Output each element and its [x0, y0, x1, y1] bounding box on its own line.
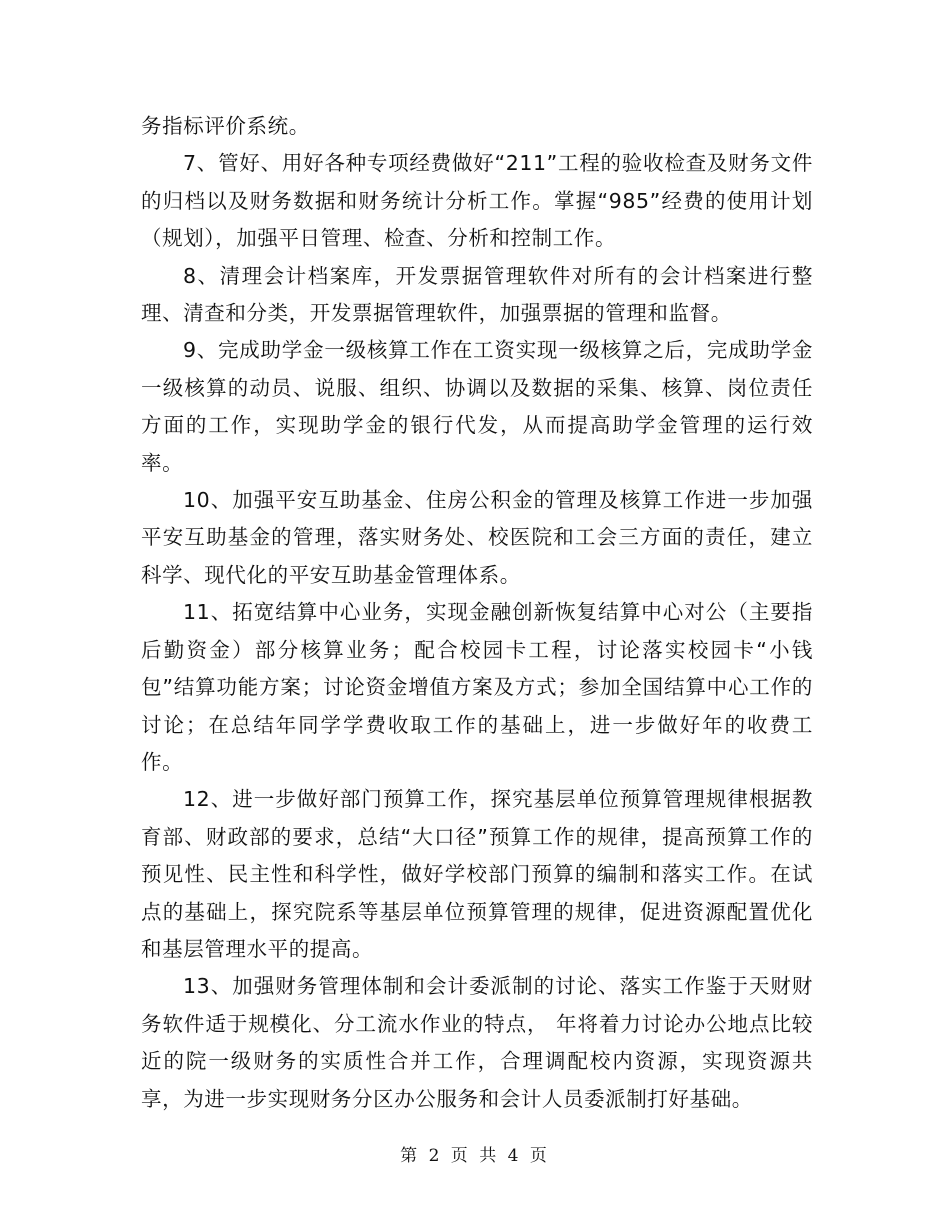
paragraph-item-10: 10、加强平安互助基金、住房公积金的管理及核算工作进一步加强平安互助基金的管理，落实财务处、校医院和工会三方面的责任，建立科学、现代化的平安互助基金管理体系。	[141, 488, 813, 587]
paragraph-item-8: 8、清理会计档案库，开发票据管理软件对所有的会计档案进行整理、清查和分类，开发票据管理软件，加强票据的管理和监督。	[141, 263, 813, 326]
paragraph-continuation: 务指标评价系统。	[141, 114, 310, 138]
paragraph-item-7: 7、管好、用好各种专项经费做好“211”工程的验收检查及财务文件的归档以及财务数据和财务统计分析工作。掌握“985”经费的使用计划（规划），加强平日管理、检查、分析和控制工作。	[141, 151, 813, 251]
paragraph-item-13: 13、加强财务管理体制和会计委派制的讨论、落实工作鉴于天财财务软件适于规模化、分工流水作业的特点， 年将着力讨论办公地点比较近的院一级财务的实质性合并工作，合理调配校内资源，实现资源共享，为进一步实现财务分区办公服务和会计人员委派制打好基础。	[141, 974, 813, 1111]
paragraph-item-12: 12、进一步做好部门预算工作，探究基层单位预算管理规律根据教育部、财政部的要求，总结“大口径”预算工作的规律，提高预算工作的预见性、民主性和科学性，做好学校部门预算的编制和落实工作。在试点的基础上，探究院系等基层单位预算管理的规律，促进资源配置优化和基层管理水平的提高。	[141, 787, 813, 961]
paragraph-item-11: 11、拓宽结算中心业务，实现金融创新恢复结算中心对公（主要指后勤资金）部分核算业务；配合校园卡工程，讨论落实校园卡“小钱包”结算功能方案；讨论资金增值方案及方式；参加全国结算中心工作的讨论；在总结年同学学费收取工作的基础上，进一步做好年的收费工作。	[141, 600, 813, 774]
document-body	[141, 108, 813, 1118]
page-number-footer: 第 2 页 共 4 页	[400, 1146, 550, 1166]
paragraph-item-9: 9、完成助学金一级核算工作在工资实现一级核算之后，完成助学金一级核算的动员、说服、组织、协调以及数据的采集、核算、岗位责任方面的工作，实现助学金的银行代发，从而提高助学金管理的运行效率。	[141, 338, 813, 475]
